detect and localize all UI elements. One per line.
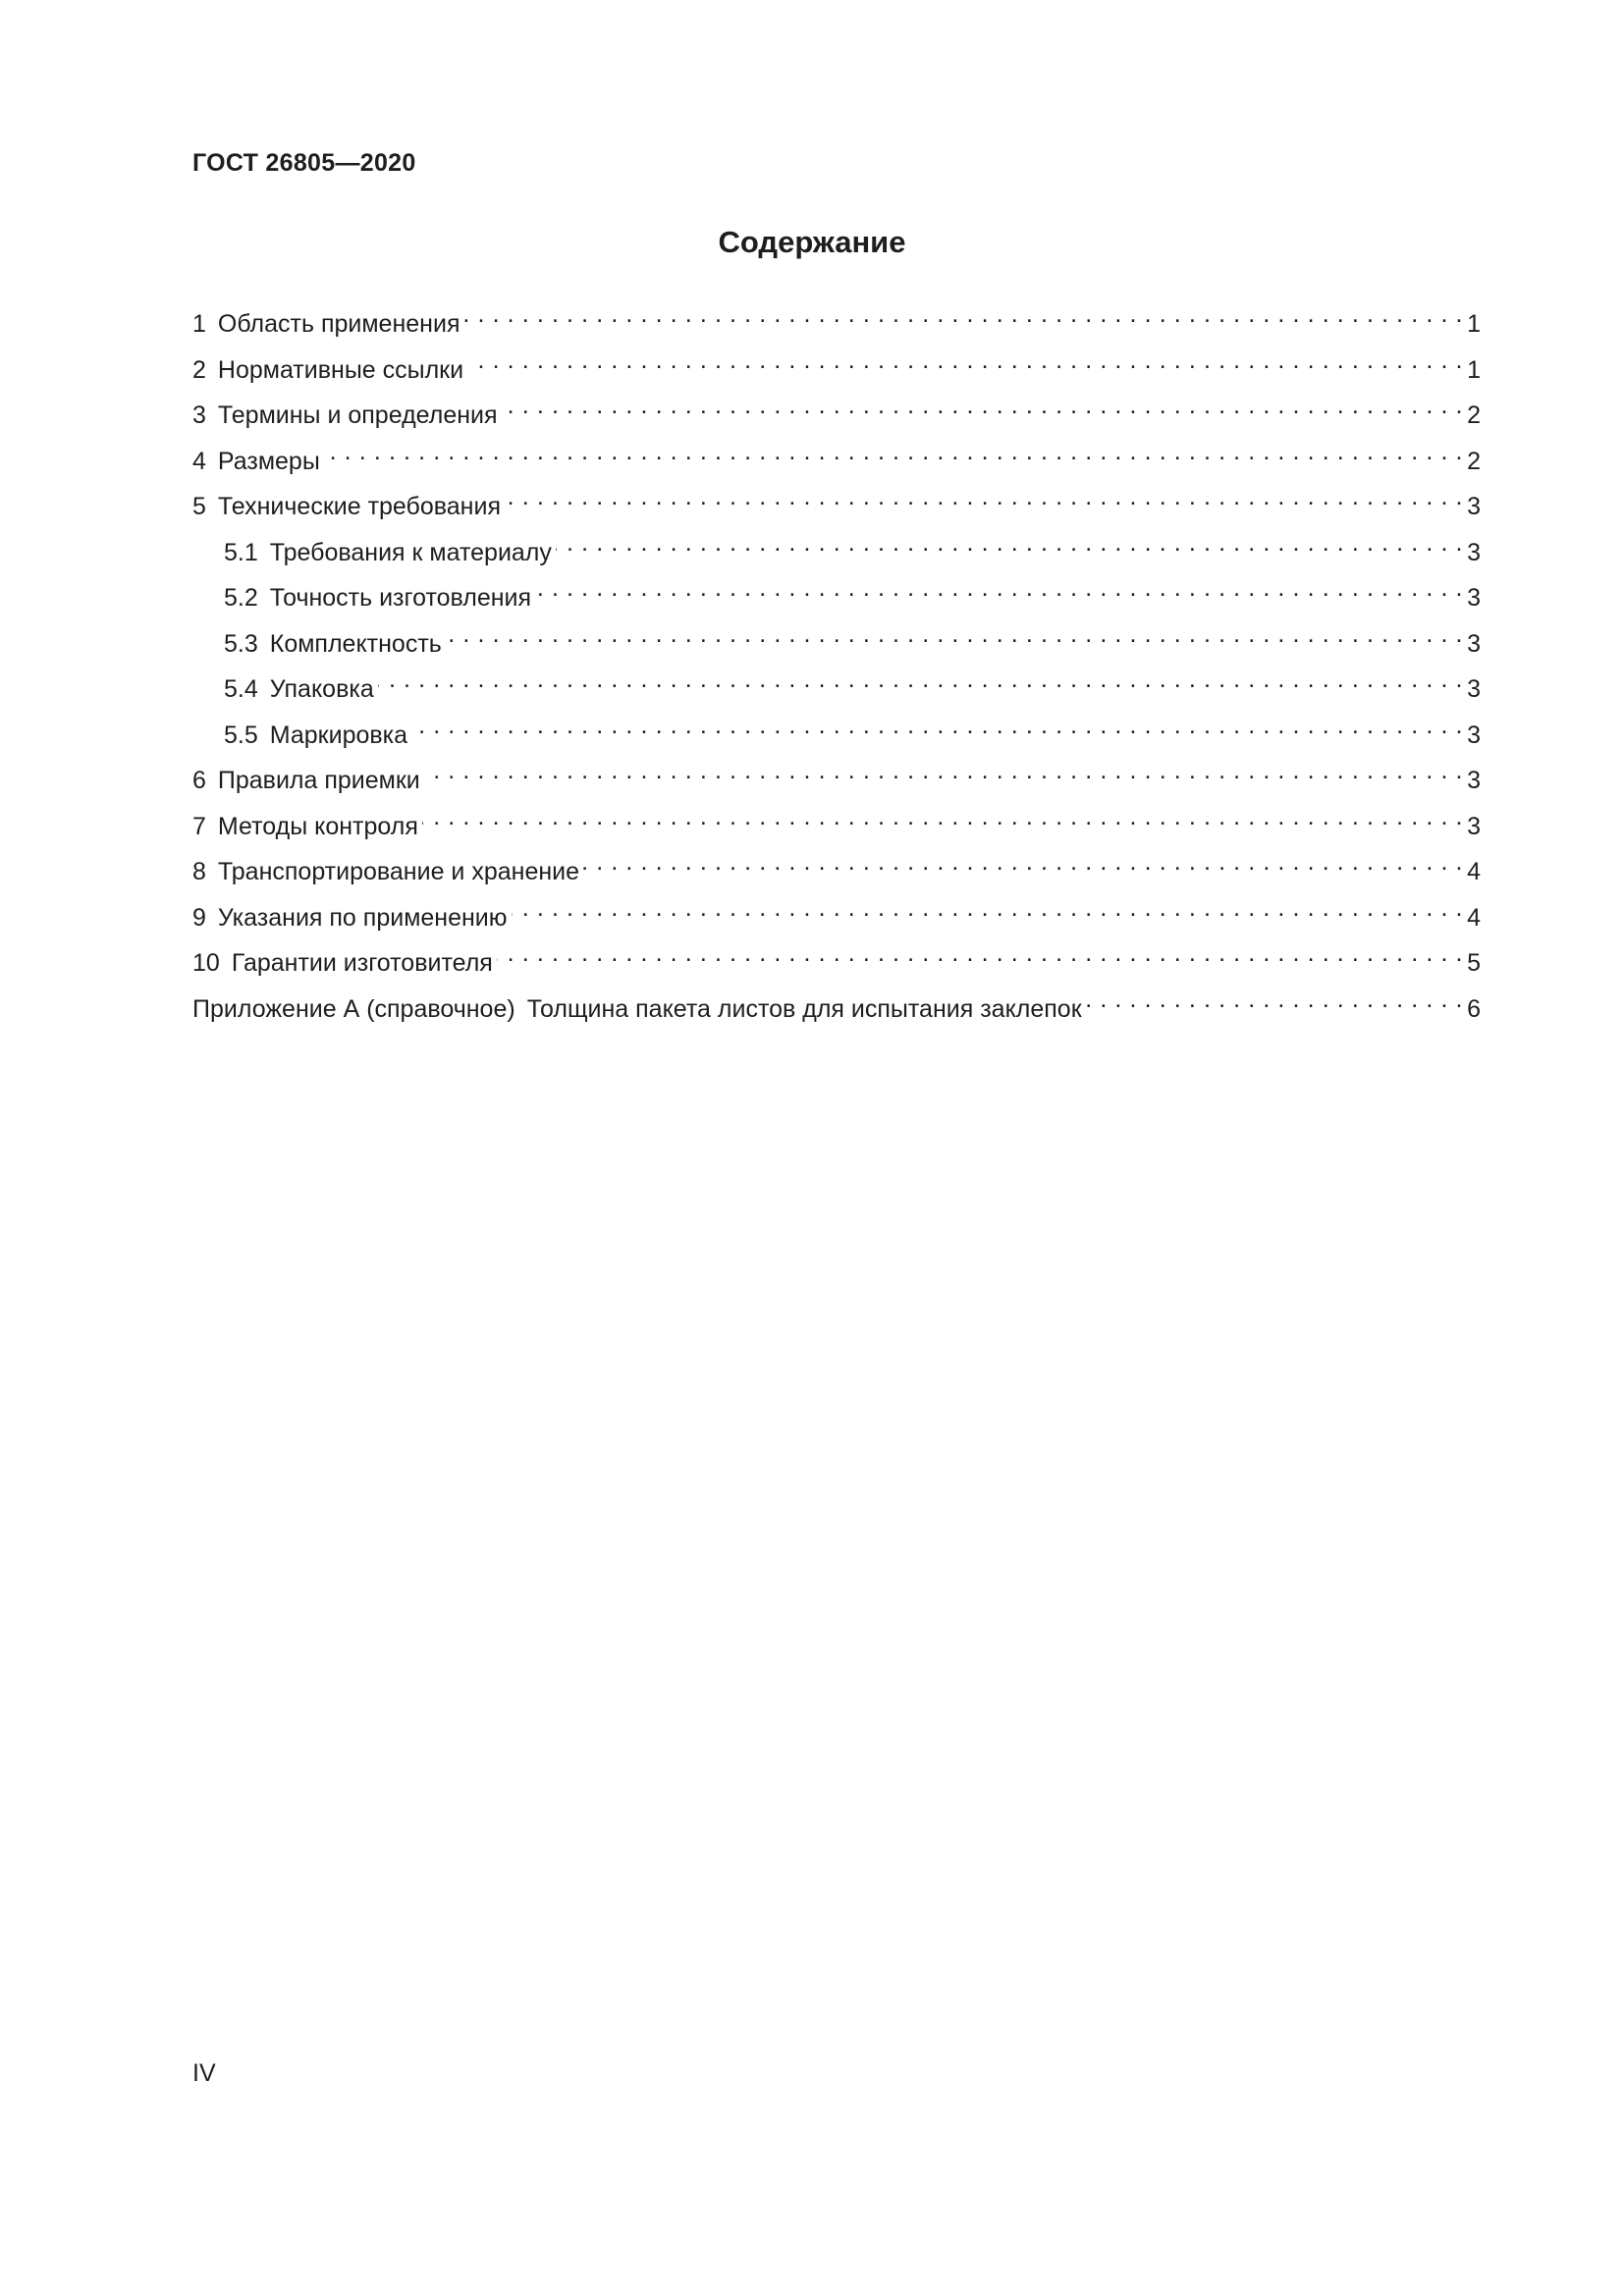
toc-entry-label: Область применения [217, 310, 460, 338]
toc-entry-appendix[interactable] [192, 982, 1481, 1028]
toc-entry-number: Приложение А (справочное) [192, 994, 515, 1023]
toc-leader-dots [467, 343, 1463, 378]
toc-entry-label: Методы контроля [217, 812, 418, 840]
toc-entry-label: Комплектность [269, 629, 442, 658]
toc-entry-number: 5.3 [224, 629, 258, 658]
toc-entry[interactable] [192, 890, 1481, 936]
toc-leader-dots [497, 935, 1463, 971]
toc-entry-label: Указания по применению [217, 903, 508, 932]
toc-entry-number: 1 [192, 310, 206, 338]
toc-entry-number: 9 [192, 903, 206, 932]
toc-entry-page: 3 [1467, 584, 1481, 612]
toc-entry-label: Гарантии изготовителя [231, 949, 493, 977]
toc-entry-number: 5.5 [224, 721, 258, 749]
toc-entry-label: Размеры [217, 447, 320, 475]
toc-entry-number: 6 [192, 767, 206, 794]
toc-entry-label: Точность изготовления [269, 584, 532, 612]
toc-entry[interactable] [192, 844, 1481, 890]
toc-entry-number: 5.2 [224, 584, 258, 612]
toc-entry-label: Транспортирование и хранение [217, 858, 580, 885]
toc-entry-number: 5.4 [224, 675, 258, 703]
toc-entry-page: 3 [1467, 721, 1481, 749]
toc-leader-dots [324, 434, 1463, 469]
toc-entry[interactable] [192, 753, 1481, 799]
toc-leader-dots [502, 388, 1464, 423]
toc-subentry[interactable] [192, 570, 1481, 616]
toc-entry-page: 1 [1467, 310, 1481, 338]
toc-entry-label: Толщина пакета листов для испытания заклепок [526, 994, 1082, 1023]
toc-entry-page: 3 [1467, 538, 1481, 566]
toc-entry-number: 5 [192, 493, 206, 520]
table-of-contents [192, 296, 1481, 1027]
toc-entry-number: 2 [192, 355, 206, 384]
toc-entry-page: 1 [1467, 355, 1481, 384]
toc-entry-label: Маркировка [269, 721, 408, 749]
toc-subentry[interactable] [192, 662, 1481, 708]
toc-subentry[interactable] [192, 525, 1481, 571]
toc-entry-number: 10 [192, 949, 220, 977]
page-number: IV [192, 2059, 216, 2087]
toc-entry[interactable] [192, 343, 1481, 389]
toc-entry-page: 3 [1467, 629, 1481, 658]
toc-leader-dots [512, 890, 1464, 926]
toc-entry-page: 2 [1467, 447, 1481, 475]
toc-leader-dots [463, 296, 1463, 332]
toc-entry-page: 3 [1467, 675, 1481, 703]
toc-subentry[interactable] [192, 616, 1481, 663]
toc-entry-page: 6 [1467, 994, 1481, 1023]
toc-leader-dots [505, 479, 1463, 514]
toc-entry-label: Термины и определения [217, 401, 498, 429]
toc-leader-dots [583, 844, 1463, 880]
toc-leader-dots [556, 525, 1463, 561]
toc-subentry[interactable] [192, 708, 1481, 754]
toc-entry-label: Нормативные ссылки [217, 355, 464, 384]
toc-entry-number: 3 [192, 401, 206, 429]
toc-leader-dots [535, 570, 1463, 606]
toc-entry-page: 3 [1467, 812, 1481, 840]
toc-entry[interactable] [192, 388, 1481, 434]
toc-entry[interactable] [192, 479, 1481, 525]
toc-entry[interactable] [192, 799, 1481, 845]
toc-leader-dots [411, 708, 1463, 743]
toc-entry[interactable] [192, 296, 1481, 343]
toc-entry-number: 5.1 [224, 538, 258, 566]
toc-entry[interactable] [192, 935, 1481, 982]
toc-entry-page: 2 [1467, 401, 1481, 429]
toc-entry-number: 8 [192, 858, 206, 885]
toc-title: Содержание [718, 225, 906, 259]
toc-entry-label: Правила приемки [217, 767, 420, 794]
toc-leader-dots [446, 616, 1463, 652]
toc-entry-number: 7 [192, 812, 206, 840]
toc-entry-number: 4 [192, 447, 206, 475]
toc-entry-page: 4 [1467, 903, 1481, 932]
toc-entry-page: 3 [1467, 493, 1481, 520]
toc-entry-label: Требования к материалу [269, 538, 552, 566]
toc-leader-dots [422, 799, 1463, 834]
toc-entry-page: 4 [1467, 858, 1481, 885]
document-id: ГОСТ 26805—2020 [192, 149, 416, 177]
toc-leader-dots [424, 753, 1463, 788]
toc-entry-page: 5 [1467, 949, 1481, 977]
toc-leader-dots [378, 662, 1463, 697]
toc-entry[interactable] [192, 434, 1481, 480]
toc-entry-page: 3 [1467, 767, 1481, 794]
toc-entry-label: Упаковка [269, 675, 374, 703]
toc-entry-label: Технические требования [217, 493, 501, 520]
toc-leader-dots [1086, 982, 1463, 1017]
